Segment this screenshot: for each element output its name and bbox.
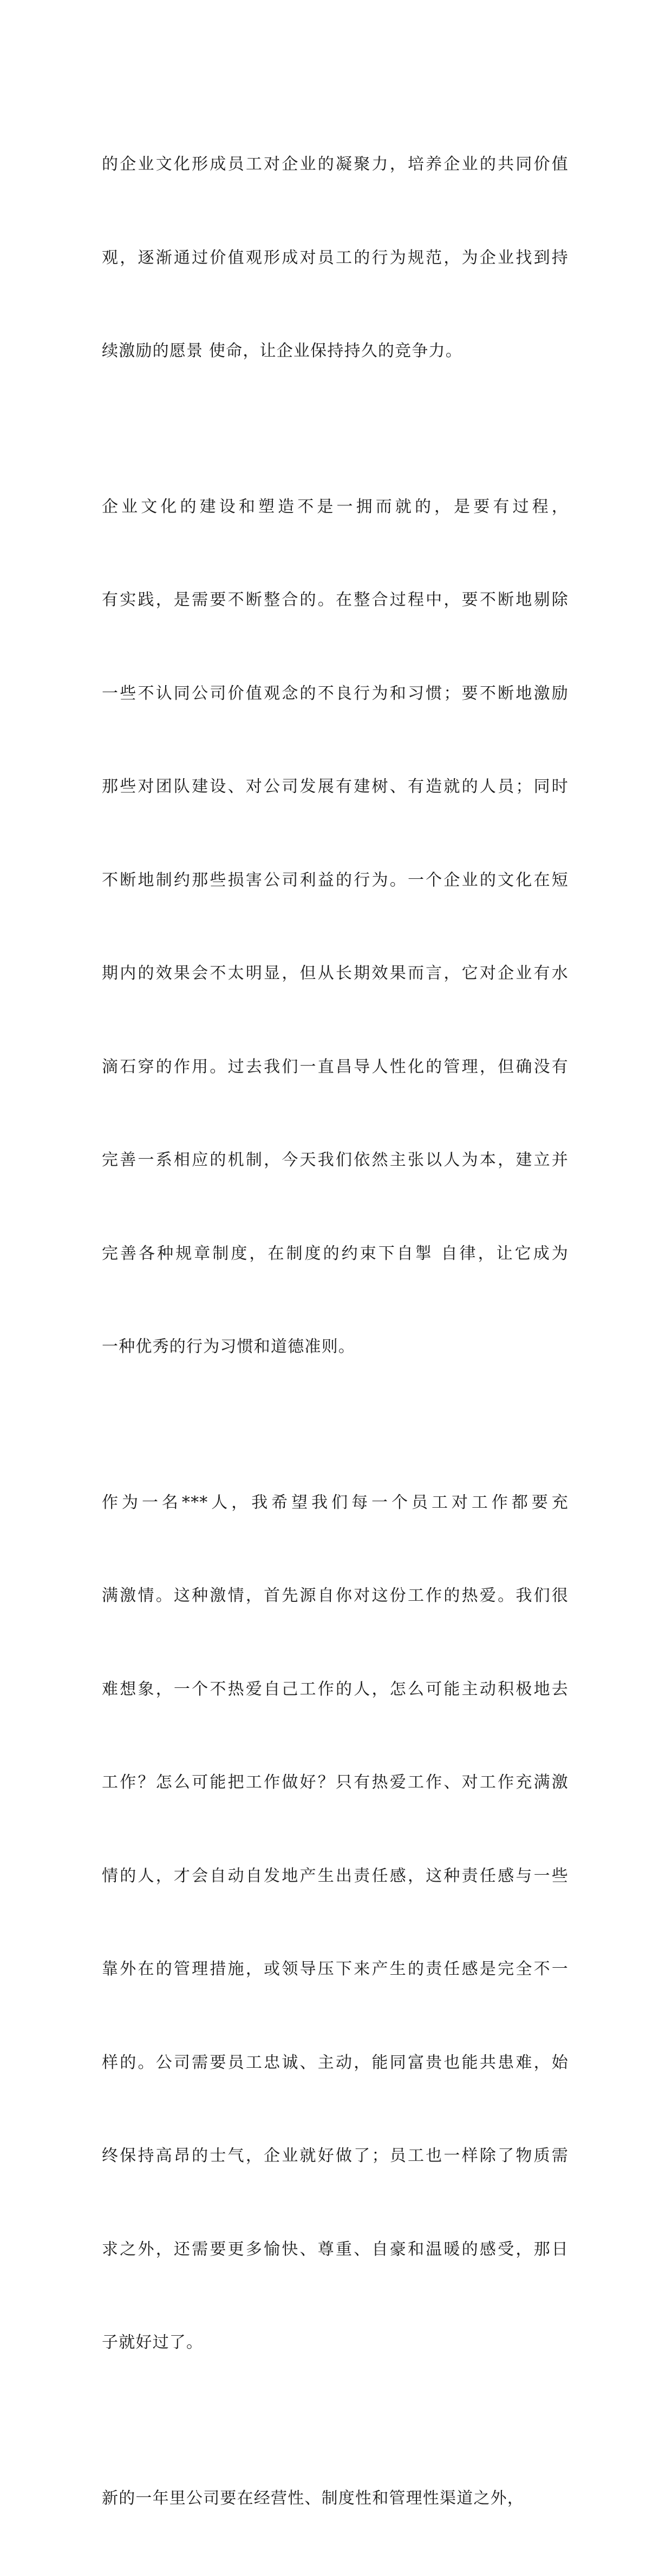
paragraph-1	[102, 87, 569, 429]
text-line: 终保持高昂的士气，企业就好做了；员工也一样除了物质需	[102, 2140, 569, 2172]
text-line: 的企业文化形成员工对企业的凝聚力，培养企业的共同价值	[102, 149, 569, 180]
text-line: 新的一年里公司要在经营性、制度性和管理性渠道之外，	[102, 2483, 569, 2514]
text-line: 滴石穿的作用。过去我们一直昌导人性化的管理，但确没有	[102, 1052, 569, 1083]
paragraph-3	[102, 1425, 569, 2421]
text-line: 一种优秀的行为习惯和道德准则。	[102, 1331, 569, 1363]
text-line: 一些不认同公司价值观念的不良行为和习惯；要不断地激励	[102, 678, 569, 709]
text-line: 难想象，一个不热爱自己工作的人，怎么可能主动积极地去	[102, 1674, 569, 1705]
text-line: 完善各种规章制度，在制度的约束下自掣 自律，让它成为	[102, 1238, 569, 1270]
text-line: 靠外在的管理措施，或领导压下来产生的责任感是完全不一	[102, 1954, 569, 1985]
text-line: 期内的效果会不太明显，但从长期效果而言，它对企业有水	[102, 958, 569, 989]
text-line: 作为一名***人，我希望我们每一个员工对工作都要充	[102, 1487, 569, 1519]
text-line: 企业文化的建设和塑造不是一拥而就的，是要有过程，	[102, 491, 569, 523]
text-line: 那些对团队建设、对公司发展有建树、有造就的人员；同时	[102, 771, 569, 803]
document-body	[102, 87, 569, 2576]
text-line: 求之外，还需要更多愉快、尊重、自豪和温暖的感受，那日	[102, 2234, 569, 2265]
text-line: 子就好过了。	[102, 2327, 569, 2358]
text-line: 完善一系相应的机制，今天我们依然主张以人为本，建立并	[102, 1145, 569, 1176]
text-line: 续激励的愿景 使命，让企业保持持久的竞争力。	[102, 336, 569, 367]
text-line: 有实践，是需要不断整合的。在整合过程中，要不断地剔除	[102, 584, 569, 616]
text-line: 样的。公司需要员工忠诚、主动，能同富贵也能共患难，始	[102, 2047, 569, 2079]
text-line: 情的人，才会自动自发地产生出责任感，这种责任感与一些	[102, 1861, 569, 1892]
text-line: 不断地制约那些损害公司利益的行为。一个企业的文化在短	[102, 865, 569, 896]
text-line: 工作？怎么可能把工作做好？只有热爱工作、对工作充满激	[102, 1767, 569, 1798]
document-page	[0, 0, 672, 949]
paragraph-2	[102, 429, 569, 1425]
paragraph-4	[102, 2421, 569, 2576]
text-line: 观，逐渐通过价值观形成对员工的行为规范，为企业找到持	[102, 242, 569, 274]
text-line: 满激情。这种激情，首先源自你对这份工作的热爱。我们很	[102, 1580, 569, 1612]
